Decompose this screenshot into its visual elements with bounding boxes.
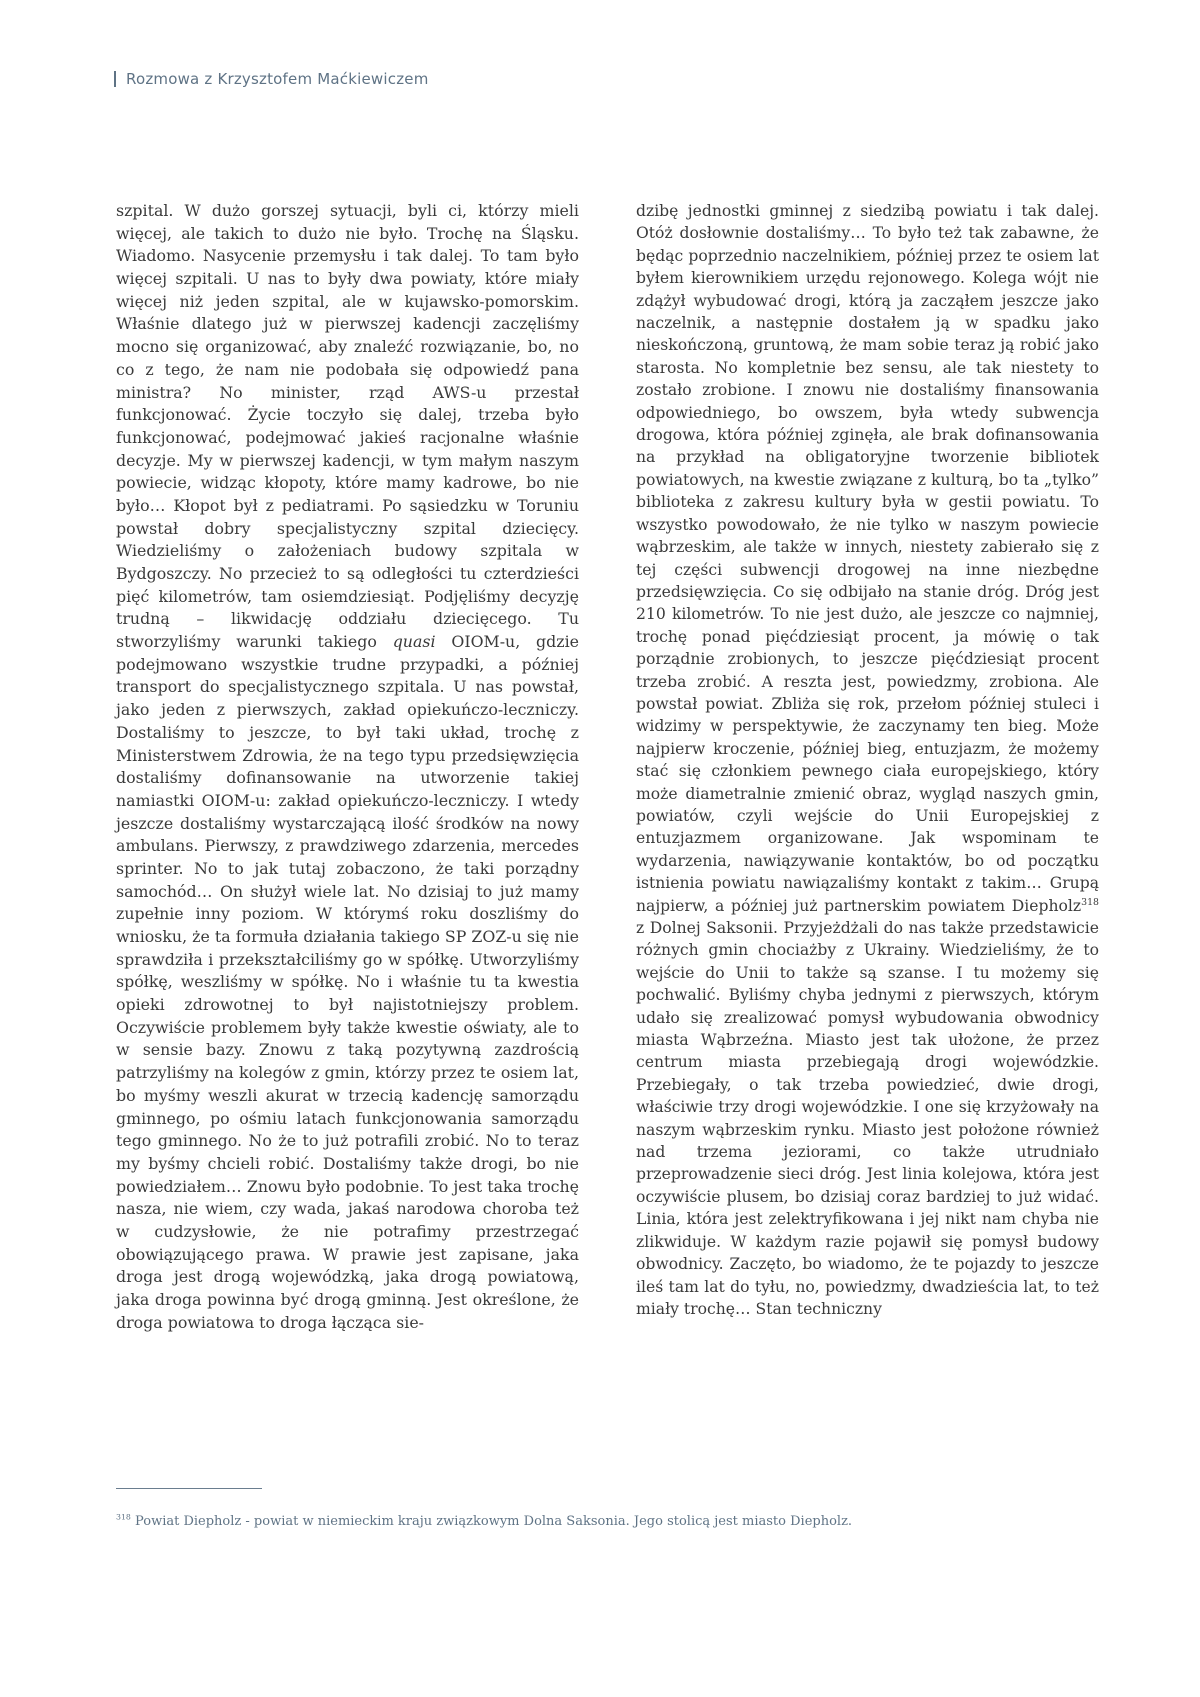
body-text: Tu stworzyliśmy warunki takiego — [116, 609, 579, 652]
footnote-divider — [116, 1488, 262, 1489]
text-column-left — [116, 200, 579, 1334]
footnote-number: 318 — [116, 1512, 131, 1522]
running-header — [114, 70, 429, 88]
text-column-right — [636, 200, 1099, 1320]
body-text: OIOM-u, gdzie podejmowano wszystkie trudne przypadki, a później transport do specjalistycznego szpitala. U nas powstał, jako jeden z pierwszych, zakład opiekuńczo-leczniczy. Dostaliśmy to jeszcze, to był taki układ, trochę z Ministerstwem Zdrowia, że na tego typu przedsięwzięcia dostaliśmy dofinansowanie na utworzenie takiej namiastki OIOM-u: zakład opiekuńczo-leczniczy. I wtedy jeszcze dostaliśmy wystarczającą ilość środków na nowy ambulans. Pierwszy, z prawdziwego zdarzenia, mercedes sprinter. No to jak tutaj zobaczono, że taki porządny samochód… On służył wiele lat. No dzisiaj to już mamy zupełnie inny poziom. W którymś roku doszliśmy do wniosku, że ta formuła działania takiego SP ZOZ-u się nie sprawdziła i przekształciliśmy go w spółkę. Utworzyliśmy spółkę, weszliśmy w spółkę. No i właśnie tu ta kwestia opieki zdrowotnej to był najistotniejszy problem. Oczywiście problemem były także kwestie oświaty, ale to w sensie bazy. Znowu z taką pozytywną zazdrością patrzyliśmy na kolegów z gmin, którzy przez te osiem lat, bo myśmy weszli akurat w trzecią kadencję samorządu gminnego, po ośmiu latach funkcjonowania samorządu tego gminnego. No że to już potrafili zrobić. No to teraz my byśmy chcieli robić. Dostaliśmy także drogi, bo nie powiedziałem… Znowu było podobnie. To jest taka trochę nasza, nie wiem, czy wada, jakaś narodowa choroba też w cudzysłowie, że nie potrafimy przestrzegać obowiązującego prawa. W prawie jest zapisane, jaka droga jest drogą wojewódzką, jaka drogą powiatową, jaka droga powinna być drogą gminną. Jest określone, że droga powiatowa to droga łącząca sie- — [116, 632, 579, 1332]
header-divider — [114, 71, 116, 87]
body-text: z Dolnej Saksonii. Przyjeżdżali do nas także przedstawicie różnych gmin chociażby z Ukrainy. Wiedzieliśmy, że to wejście do Unii to także są szanse. I tu możemy się pochwalić. Byliśmy chyba jednymi z pierwszych, którym udało się zrealizować pomysł wybudowania obwodnicy miasta Wąbrzeźna. Miasto jest tak ułożone, że przez centrum miasta przebiegają drogi wojewódzkie. Przebiegały, o tak trzeba powiedzieć, dwie drogi, właściwie trzy drogi wojewódzkie. I one się krzyżowały na naszym wąbrzeskim rynku. Miasto jest położone również nad trzema jeziorami, co także utrudniało przeprowadzenie sieci dróg. Jest linia kolejowa, która jest oczywiście plusem, bo dzisiaj coraz bardziej to już widać. Linia, która jest zelektryfikowana i jej nikt nam chyba nie zlikwiduje. W każdym razie pojawił się pomysł budowy obwodnicy. Zaczęto, bo wiadomo, że te pojazdy to jeszcze ileś tam lat do tyłu, no, powiedzmy, dwadzieścia lat, to też miały trochę… Stan techniczny — [636, 919, 1099, 1318]
header-title: Rozmowa z Krzysztofem Maćkiewiczem — [126, 70, 429, 88]
body-text: szpital. W dużo gorszej sytuacji, byli ci, którzy mieli więcej, ale takich to dużo nie było. Trochę na Śląsku. Wiadomo. Nasycenie przemysłu i tak dalej. To tam było więcej szpitali. U nas to były dwa powiaty, które miały więcej niż jeden szpital, ale w kujawsko-pomorskim. Właśnie dlatego już w pierwszej kadencji zaczęliśmy mocno się organizować, aby znaleźć rozwiązanie, bo, no co z tego, że nam nie podobała się odpowiedź pana ministra? No minister, rząd AWS-u przestał funkcjonować. Życie toczyło się dalej, trzeba było funkcjonować, podejmować jakieś racjonalne właśnie decyzje. My w pierwszej kadencji, w tym małym naszym powiecie, widząc kłopoty, które mamy kadrowe, bo nie było… Kłopot był z pediatrami. Po sąsiedzku w Toruniu powstał dobry specjalistyczny szpital dziecięcy. Wiedzieliśmy o założeniach budowy szpitala w Bydgoszczy. No przecież to są odległości tu czterdzieści pięć kilometrów, tam osiemdziesiąt. Podjęliśmy decyzję trudną – likwidację oddziału dziecięcego. — [116, 201, 579, 629]
body-paragraph — [116, 200, 579, 1334]
body-text: dzibę jednostki gminnej z siedzibą powiatu i tak dalej. Otóż dosłownie dostaliśmy… To było też tak zabawne, że będąc poprzednio naczelnikiem, później przez te osiem lat byłem kierownikiem urzędu rejonowego. Kolega wójt nie zdążył wybudować drogi, którą ja zacząłem jeszcze jako naczelnik, a następnie dostałem ją w spadku jako nieskończoną, gruntową, że mam sobie teraz ją robić jako starosta. No kompletnie bez sensu, ale tak niestety to zostało zrobione. I znowu nie dostaliśmy finansowania odpowiedniego, bo owszem, była wtedy subwencja drogowa, która później zginęła, ale brak dofinansowania na przykład na obligatoryjne tworzenie bibliotek powiatowych, na kwestie związane z kulturą, bo ta „tylko” biblioteka z zakresu kultury była w gestii powiatu. To wszystko powodowało, że nie tylko w naszym powiecie wąbrzeskim, ale także w innych, niestety zabierało się z tej części subwencji drogowej na inne niezbędne przedsięwzięcia. Co się odbijało na stanie dróg. Dróg jest 210 kilometrów. To nie jest dużo, ale jeszcze co najmniej, trochę ponad pięćdziesiąt procent, ja mówię o tak porządnie zrobionych, to jeszcze pięćdziesiąt procent trzeba zrobić. A reszta jest, powiedzmy, zrobiona. Ale powstał powiat. Zbliża się rok, przełom później stuleci i widzimy w perspektywie, że zaczynamy ten bieg. Może najpierw kroczenie, później bieg, entuzjazm, że możemy stać się członkiem pewnego ciała europejskiego, który może diametralnie zmienić obraz, wygląd naszych gmin, powiatów, czyli wejście do Unii Europejskiej z entuzjazmem organizowane. Jak wspominam te wydarzenia, nawiązywanie kontaktów, bo od początku istnienia powiatu nawiązaliśmy kontakt z takim… Grupą najpierw, a później już partnerskim powiatem Diepholz — [636, 202, 1099, 915]
footnote-reference[interactable]: 318 — [1081, 896, 1099, 908]
footnote — [116, 1513, 852, 1531]
body-paragraph — [636, 200, 1099, 1320]
italic-term: quasi — [392, 632, 436, 652]
footnote-text: Powiat Diepholz - powiat w niemieckim kraju związkowym Dolna Saksonia. Jego stolicą jest miasto Diepholz. — [130, 1514, 853, 1529]
